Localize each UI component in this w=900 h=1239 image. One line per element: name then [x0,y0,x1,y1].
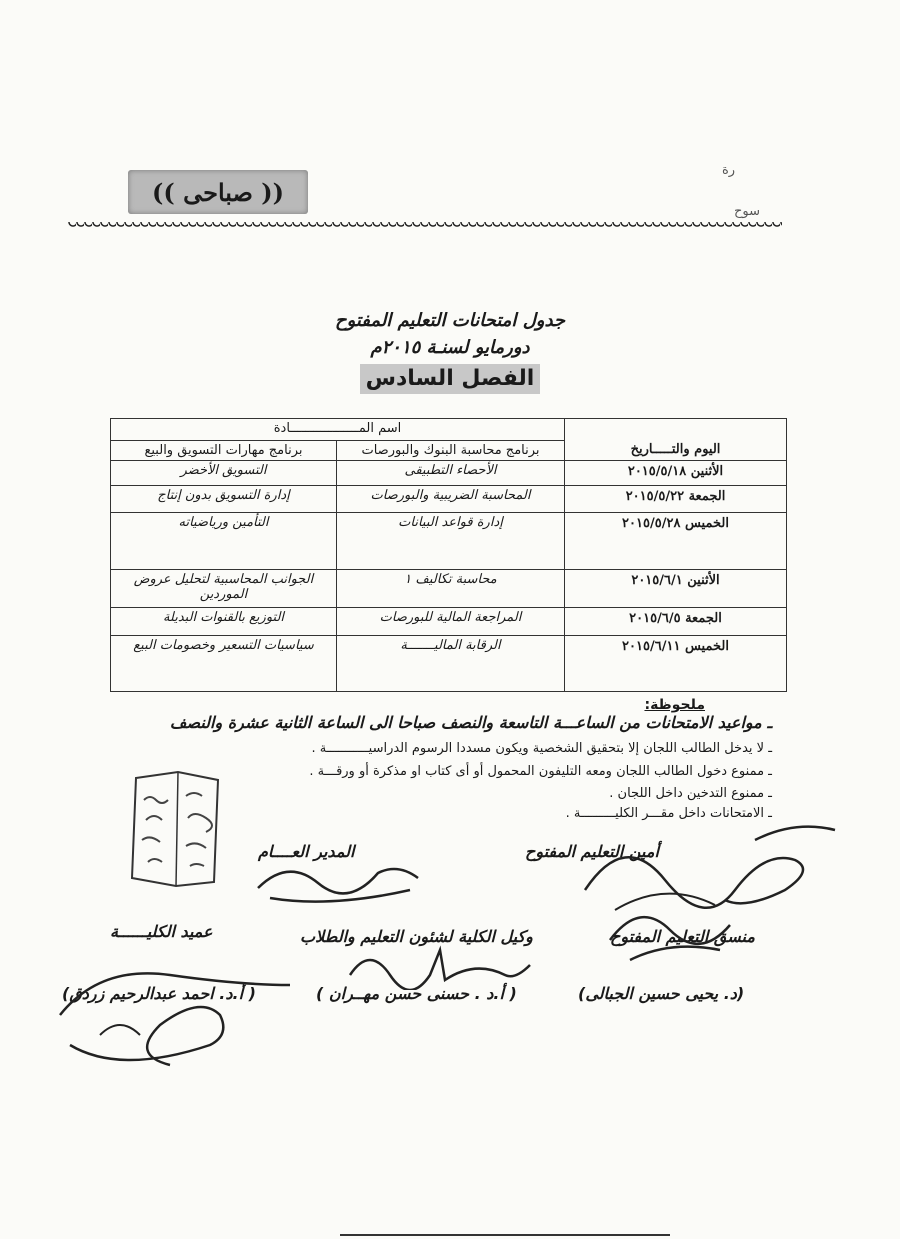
bottom-edge-line [340,1234,670,1236]
row-program-2: الجوانب المحاسبية لتحليل عروض الموردين [111,569,337,607]
row-program-1: المراجعة المالية للبورصات [337,607,565,635]
row-program-1: محاسبة تكاليف ١ [337,569,565,607]
exam-schedule-table [110,418,787,692]
note-item: ـ الامتحانات داخل مقـــر الكليـــــــــة . [565,806,772,821]
dean-name: ( أ.د. احمد عبدالرحيم زردق) [62,984,256,1003]
general-manager-title: المدير العــــام [258,842,355,861]
notes-title: ملحوظة: [644,697,705,713]
header-day: اليوم والتـــــاريخ [565,419,787,461]
header-fragment-2: سوح [734,204,760,219]
schedule-title: جدول امتحانات التعليم المفتوح [334,310,566,331]
row-program-2: سياسيات التسعير وخصومات البيع [111,635,337,691]
row-program-2: إدارة التسويق بدون إنتاج [111,486,337,513]
row-program-1: المحاسبة الضريبية والبورصات [337,486,565,513]
coordinator-name: (د. يحيى حسين الجبالى) [578,984,745,1003]
row-day: الأثنين ٢٠١٥/٥/١٨ [565,461,787,486]
note-item: ـ ممنوع التدخين داخل اللجان . [609,786,772,801]
college-stamp [126,770,224,890]
row-day: الخميس ٢٠١٥/٦/١١ [565,635,787,691]
dean-signature [40,955,310,1075]
shift-badge: (( صباحى )) [128,170,308,214]
scalloped-divider [68,222,782,232]
session-subtitle: دورمايو لسنـة ٢٠١٥م [370,337,530,358]
note-item: ـ مواعيد الامتحانات من الساعـــة التاسعة والنصف صباحا الى الساعة الثانية عشرة والنصف [169,713,772,732]
semester-heading: الفصل السادس [360,364,540,394]
row-program-2: التأمين ورياضياته [111,513,337,569]
coordinator-signature [600,900,750,970]
header-program-2: برنامج مهارات التسويق والبيع [111,441,337,461]
header-subject: اسم المــــــــــــــــــادة [111,419,565,441]
row-program-1: إدارة قواعد البيانات [337,513,565,569]
header-program-1: برنامج محاسبة البنوك والبورصات [337,441,565,461]
coordinator-title: منسق التعليم المفتوح [610,927,755,946]
note-item: ـ لا يدخل الطالب اللجان إلا بتحقيق الشخصية ويكون مسددا الرسوم الدراسيـــــــــــة . [311,741,772,756]
amin-title: أمين التعليم المفتوح [525,842,659,861]
row-program-1: الرقابة الماليـــــــة [337,635,565,691]
row-day: الأثنين ٢٠١٥/٦/١ [565,569,787,607]
row-program-2: التسويق الأخضر [111,461,337,486]
vice-dean-signature [340,940,540,990]
row-day: الجمعة ٢٠١٥/٥/٢٢ [565,486,787,513]
row-program-2: التوزيع بالقنوات البديلة [111,607,337,635]
manager-signature [250,848,425,908]
header-fragment-1: رة [722,163,736,178]
vice-dean-title: وكيل الكلية لشئون التعليم والطلاب [300,927,533,946]
row-program-1: الأحصاء التطبيقى [337,461,565,486]
note-item: ـ ممنوع دخول الطالب اللجان ومعه التليفون المحمول أو أى كتاب او مذكرة أو ورقـــة . [309,764,772,779]
vice-dean-name: ( أ.د . حسنى حسن مهــران ) [316,984,517,1003]
row-day: الجمعة ٢٠١٥/٦/٥ [565,607,787,635]
row-day: الخميس ٢٠١٥/٥/٢٨ [565,513,787,569]
dean-title: عميد الكليــــــة [110,922,213,941]
